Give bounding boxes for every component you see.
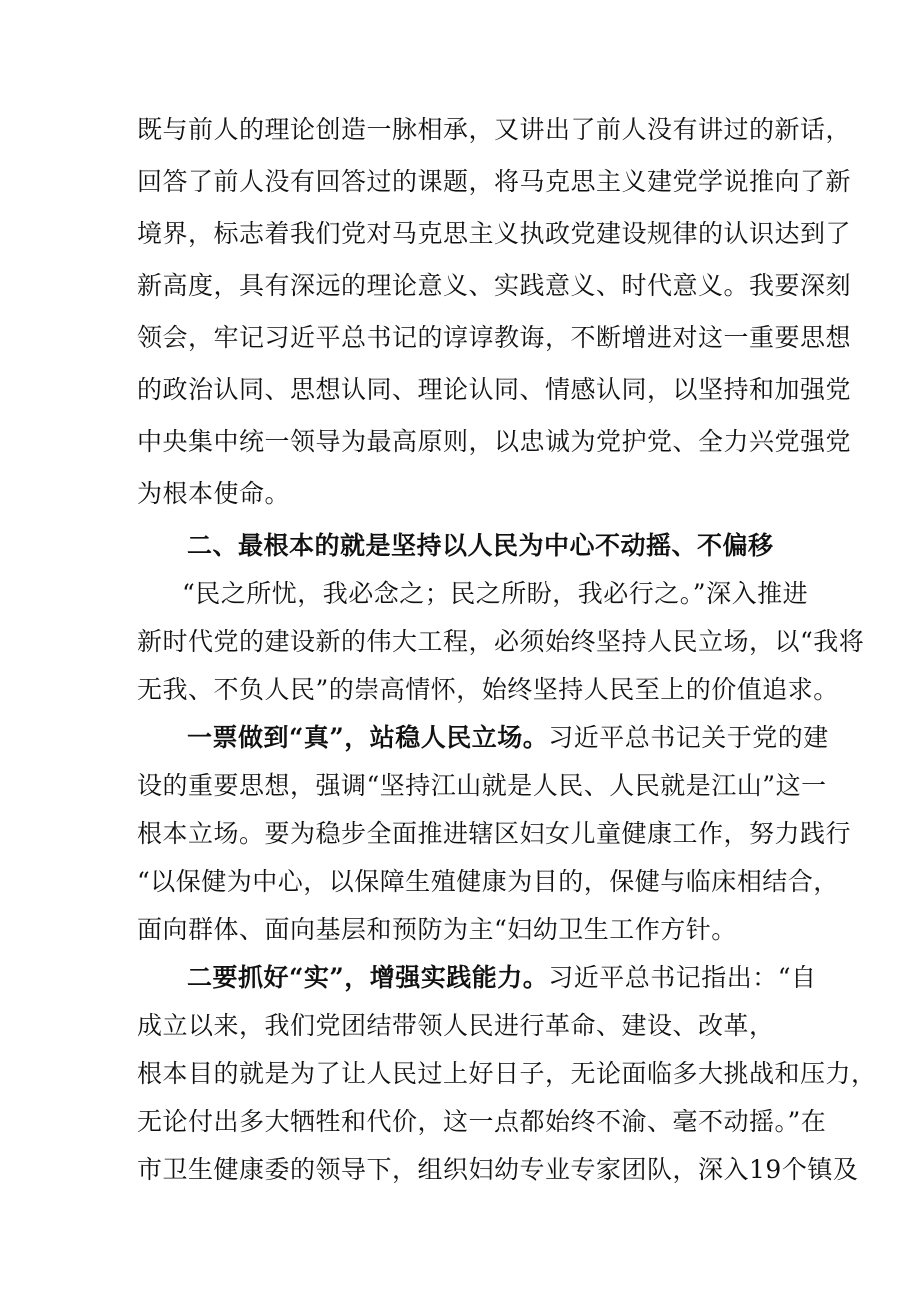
paragraph-line: 中央集中统一领导为最高原则，以忠诚为党护党、全力兴党强党 <box>137 427 852 456</box>
quote-line: “民之所忧，我必念之；民之所盼，我必行之。”深入推进 <box>182 579 809 608</box>
paragraph-line: 的政治认同、思想认同、理论认同、情感认同，以坚持和加强党 <box>137 375 852 404</box>
paragraph-line: 新高度，具有深远的理论意义、实践意义、时代意义。我要深刻 <box>137 271 852 300</box>
paragraph-line: 无论付出多大牺牲和代价，这一点都始终不渝、毫不动摇。”在 <box>137 1107 827 1136</box>
paragraph-text: 习近平总书记指出：“自 <box>548 963 817 992</box>
paragraph-line: 无我、不负人民”的崇高情怀，始终坚持人民至上的价值追求。 <box>137 675 839 704</box>
paragraph-line: 境界，标志着我们党对马克思主义执政党建设规律的认识达到了 <box>137 219 852 248</box>
paragraph-line: 既与前人的理论创造一脉相承，又讲出了前人没有讲过的新话， <box>137 115 852 144</box>
paragraph-line <box>187 958 847 998</box>
paragraph-line: 市卫生健康委的领导下，组织妇幼专业专家团队，深入19个镇及 <box>137 1155 859 1184</box>
paragraph-line: 新时代党的建设新的伟大工程，必须始终坚持人民立场，以“我将 <box>137 627 865 656</box>
paragraph-line: 设的重要思想，强调“坚持江山就是人民、人民就是江山”这一 <box>137 771 827 800</box>
paragraph-line: 成立以来，我们党团结带领人民进行革命、建设、改革， <box>137 1011 775 1040</box>
paragraph-line: 面向群体、面向基层和预防为主“妇幼卫生工作方针。 <box>137 915 737 944</box>
paragraph-line <box>187 718 847 758</box>
paragraph-line: “以保健为中心，以保障生殖健康为目的，保健与临床相结合， <box>137 867 839 896</box>
paragraph-line: 根本目的就是为了让人民过上好日子，无论面临多大挑战和压力， <box>137 1059 877 1088</box>
paragraph-text: 习近平总书记关于党的建 <box>548 723 829 752</box>
section-heading: 二、最根本的就是坚持以人民为中心不动摇、不偏移 <box>187 531 774 560</box>
subheading-two: 二要抓好“实”，增强实践能力。 <box>187 963 549 992</box>
paragraph-line: 领会，牢记习近平总书记的谆谆教诲，不断增进对这一重要思想 <box>137 323 852 352</box>
subheading-one: 一票做到“真”，站稳人民立场。 <box>187 723 549 752</box>
paragraph-line: 根本立场。要为稳步全面推进辖区妇女儿童健康工作，努力践行 <box>137 819 852 848</box>
paragraph-line: 为根本使命。 <box>137 479 291 508</box>
paragraph-line: 回答了前人没有回答过的课题，将马克思主义建党学说推向了新 <box>137 167 852 196</box>
